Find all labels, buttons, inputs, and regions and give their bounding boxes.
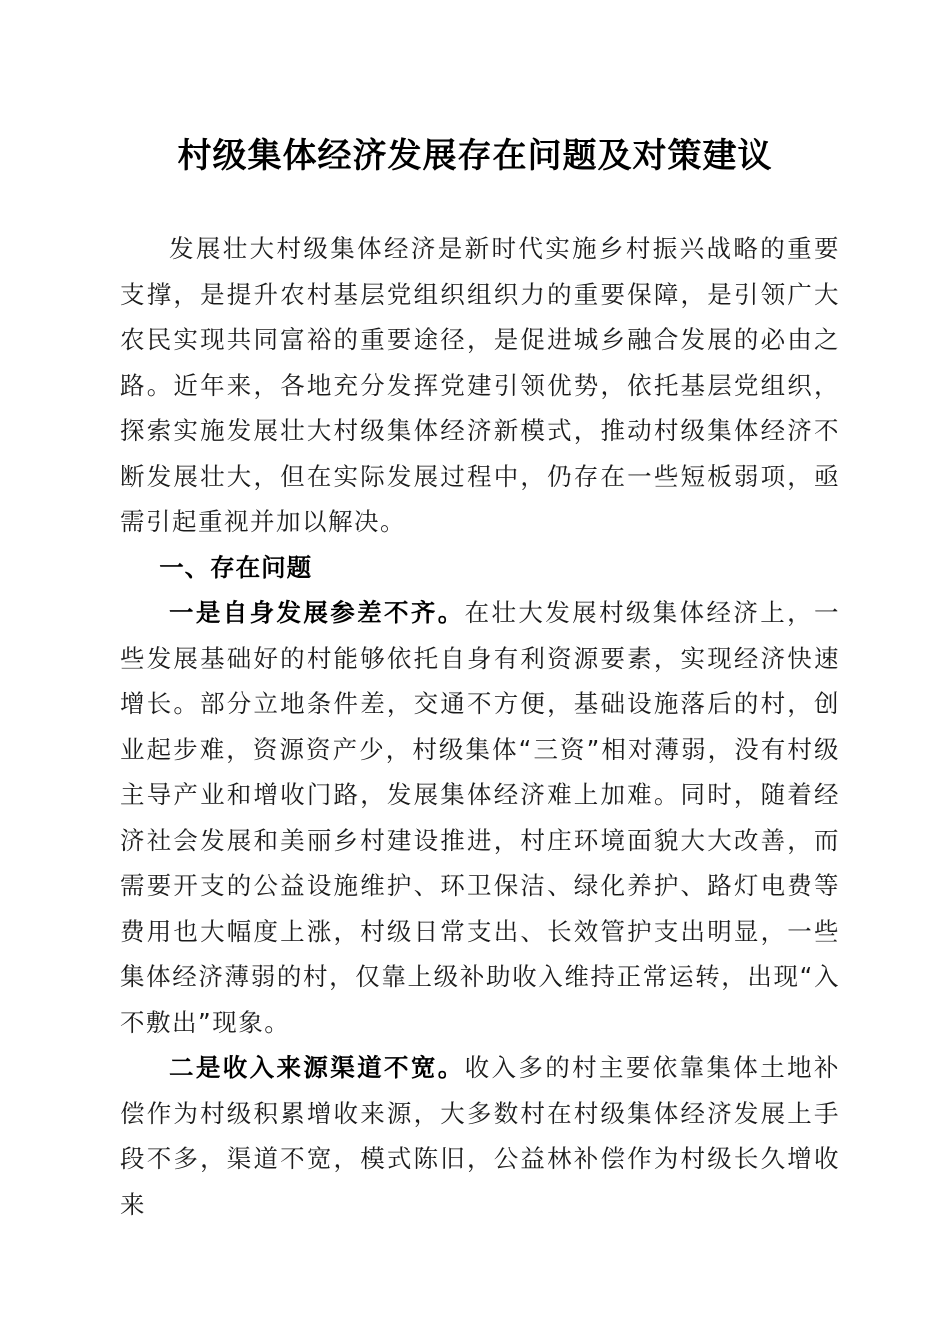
section-heading-problems: 一、存在问题	[159, 552, 313, 582]
intro-paragraph: 发展壮大村级集体经济是新时代实施乡村振兴战略的重要支撑，是提升农村基层党组织组织力的重要保障，是引领广大农民实现共同富裕的重要途径，是促进城乡融合发展的必由之路。近年来，各地充分发挥党建引领优势，依托基层党组织，探索实施发展壮大村级集体经济新模式，推动村级集体经济不断发展壮大，但在实际发展过程中，仍存在一些短板弱项，亟需引起重视并加以解决。	[120, 234, 840, 536]
problem-2-lead: 二是收入来源渠道不宽。	[169, 1053, 465, 1082]
document-title: 村级集体经济发展存在问题及对策建议	[177, 136, 773, 176]
document-body	[120, 226, 840, 1227]
problem-1-text: 在壮大发展村级集体经济上，一些发展基础好的村能够依托自身有利资源要素，实现经济快速增长。部分立地条件差，交通不方便，基础设施落后的村，创业起步难，资源资产少，村级集体“三资”相对薄弱，没有村级主导产业和增收门路，发展集体经济难上加难。同时，随着经济社会发展和美丽乡村建设推进，村庄环境面貌大大改善，而需要开支的公益设施维护、环卫保洁、绿化养护、路灯电费等费用也大幅度上涨，村级日常支出、长效管护支出明显，一些集体经济薄弱的村，仅靠上级补助收入维持正常运转，出现“入不敷出”现象。	[120, 598, 840, 1037]
problem-2-text: 收入多的村主要依靠集体土地补偿作为村级积累增收来源，大多数村在村级集体经济发展上手段不多，渠道不宽，模式陈旧，公益林补偿作为村级长久增收来	[120, 1053, 840, 1219]
problem-paragraph-2	[120, 1045, 840, 1227]
problem-paragraph-1	[120, 590, 840, 1045]
problem-1-lead: 一是自身发展参差不齐。	[169, 598, 465, 627]
